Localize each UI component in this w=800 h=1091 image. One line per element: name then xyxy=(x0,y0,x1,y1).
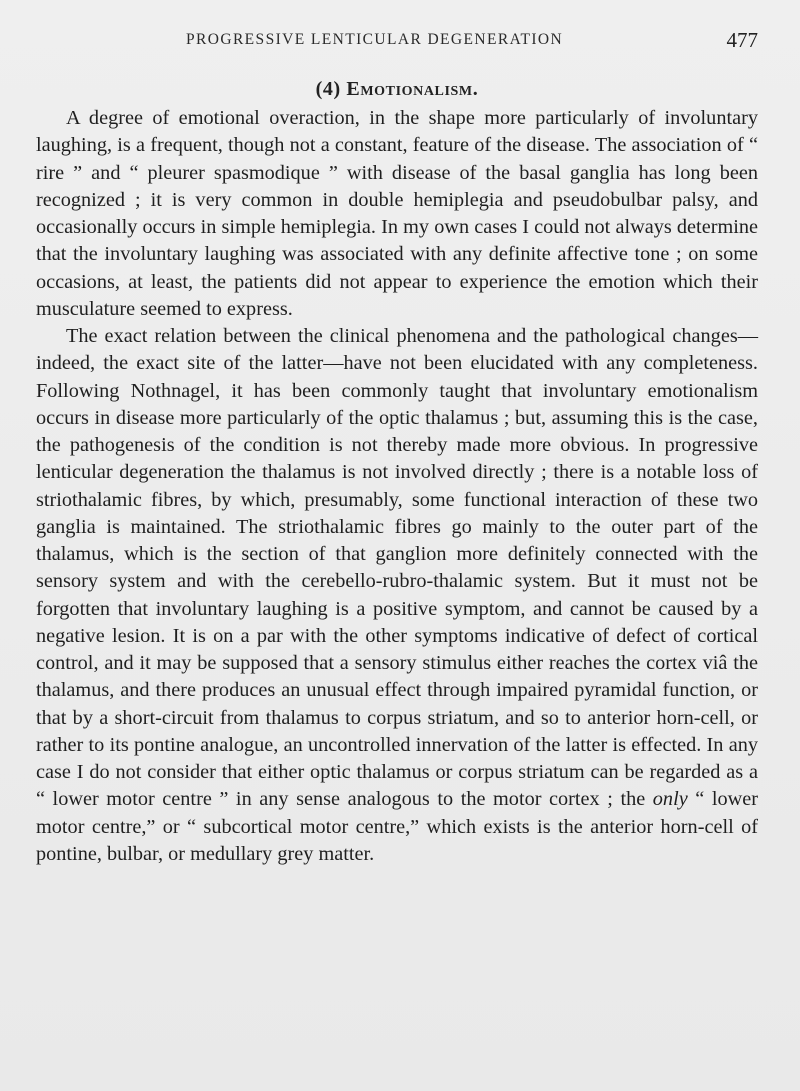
paragraph-2-text-end: “ lower motor centre,” or “ subcortical motor centre,” which exists is the anterior horn-cell of pontine, bulbar, or medullary grey matter. xyxy=(36,788,758,865)
section-number: (4) xyxy=(315,78,341,100)
emphasis-only: only xyxy=(652,788,688,811)
running-title: PROGRESSIVE LENTICULAR DEGENERATION xyxy=(186,31,564,48)
section-title: Emotionalism. xyxy=(346,78,479,100)
running-head xyxy=(36,0,758,78)
section-heading xyxy=(36,78,758,101)
paragraph-2 xyxy=(36,323,758,868)
page-number: 477 xyxy=(726,28,758,52)
paragraph-1: A degree of emotional overaction, in the shape more particularly of involuntary laughing, is a frequent, though not a constant, feature of the disease. The association of “ rire ” and “ pleurer spasmodique ” with disease of the basal ganglia has long been recognized ; it is very common in double hemiplegia and pseudobulbar palsy, and occasionally occurs in simple hemiplegia. In my own cases I could not always determine that the involuntary laughing was associated with any definite affective tone ; on some occasions, at least, the patients did not appear to experience the emotion which their musculature seemed to express. xyxy=(36,107,758,320)
paragraph-2-text: The exact relation between the clinical phenomena and the pathological changes—indeed, the exact site of the latter—have not been elucidated with any completeness. Following Nothnagel, it has been commonly taught that involuntary emotionalism occurs in disease more particularly of the optic thalamus ; but, assuming this is the case, the pathogenesis of the condition is not thereby made more obvious. In progressive lenticular degeneration the thalamus is not involved directly ; there is a notable loss of striothalamic fibres, by which, presumably, some functional interaction of these two ganglia is maintained. The striothalamic fibres go mainly to the outer part of the thalamus, which is the section of that ganglion more definitely connected with the sensory system and with the cerebello-rubro-thalamic system. But it must not be forgotten that involuntary laughing is a positive symptom, and cannot be caused by a negative lesion. It is on a par with the other symptoms indicative of defect of cortical control, and it may be supposed that a sensory stimulus either reaches the cortex viâ the thalamus, and there produces an unusual effect through impaired pyramidal function, or that by a short-circuit from thalamus to corpus striatum, and so to anterior horn-cell, or rather to its pontine analogue, an uncontrolled innervation of the latter is effected. In any case I do not consider that either optic thalamus or corpus striatum can be regarded as a “ lower motor centre ” in any sense analogous to the motor cortex ; the xyxy=(36,325,758,811)
